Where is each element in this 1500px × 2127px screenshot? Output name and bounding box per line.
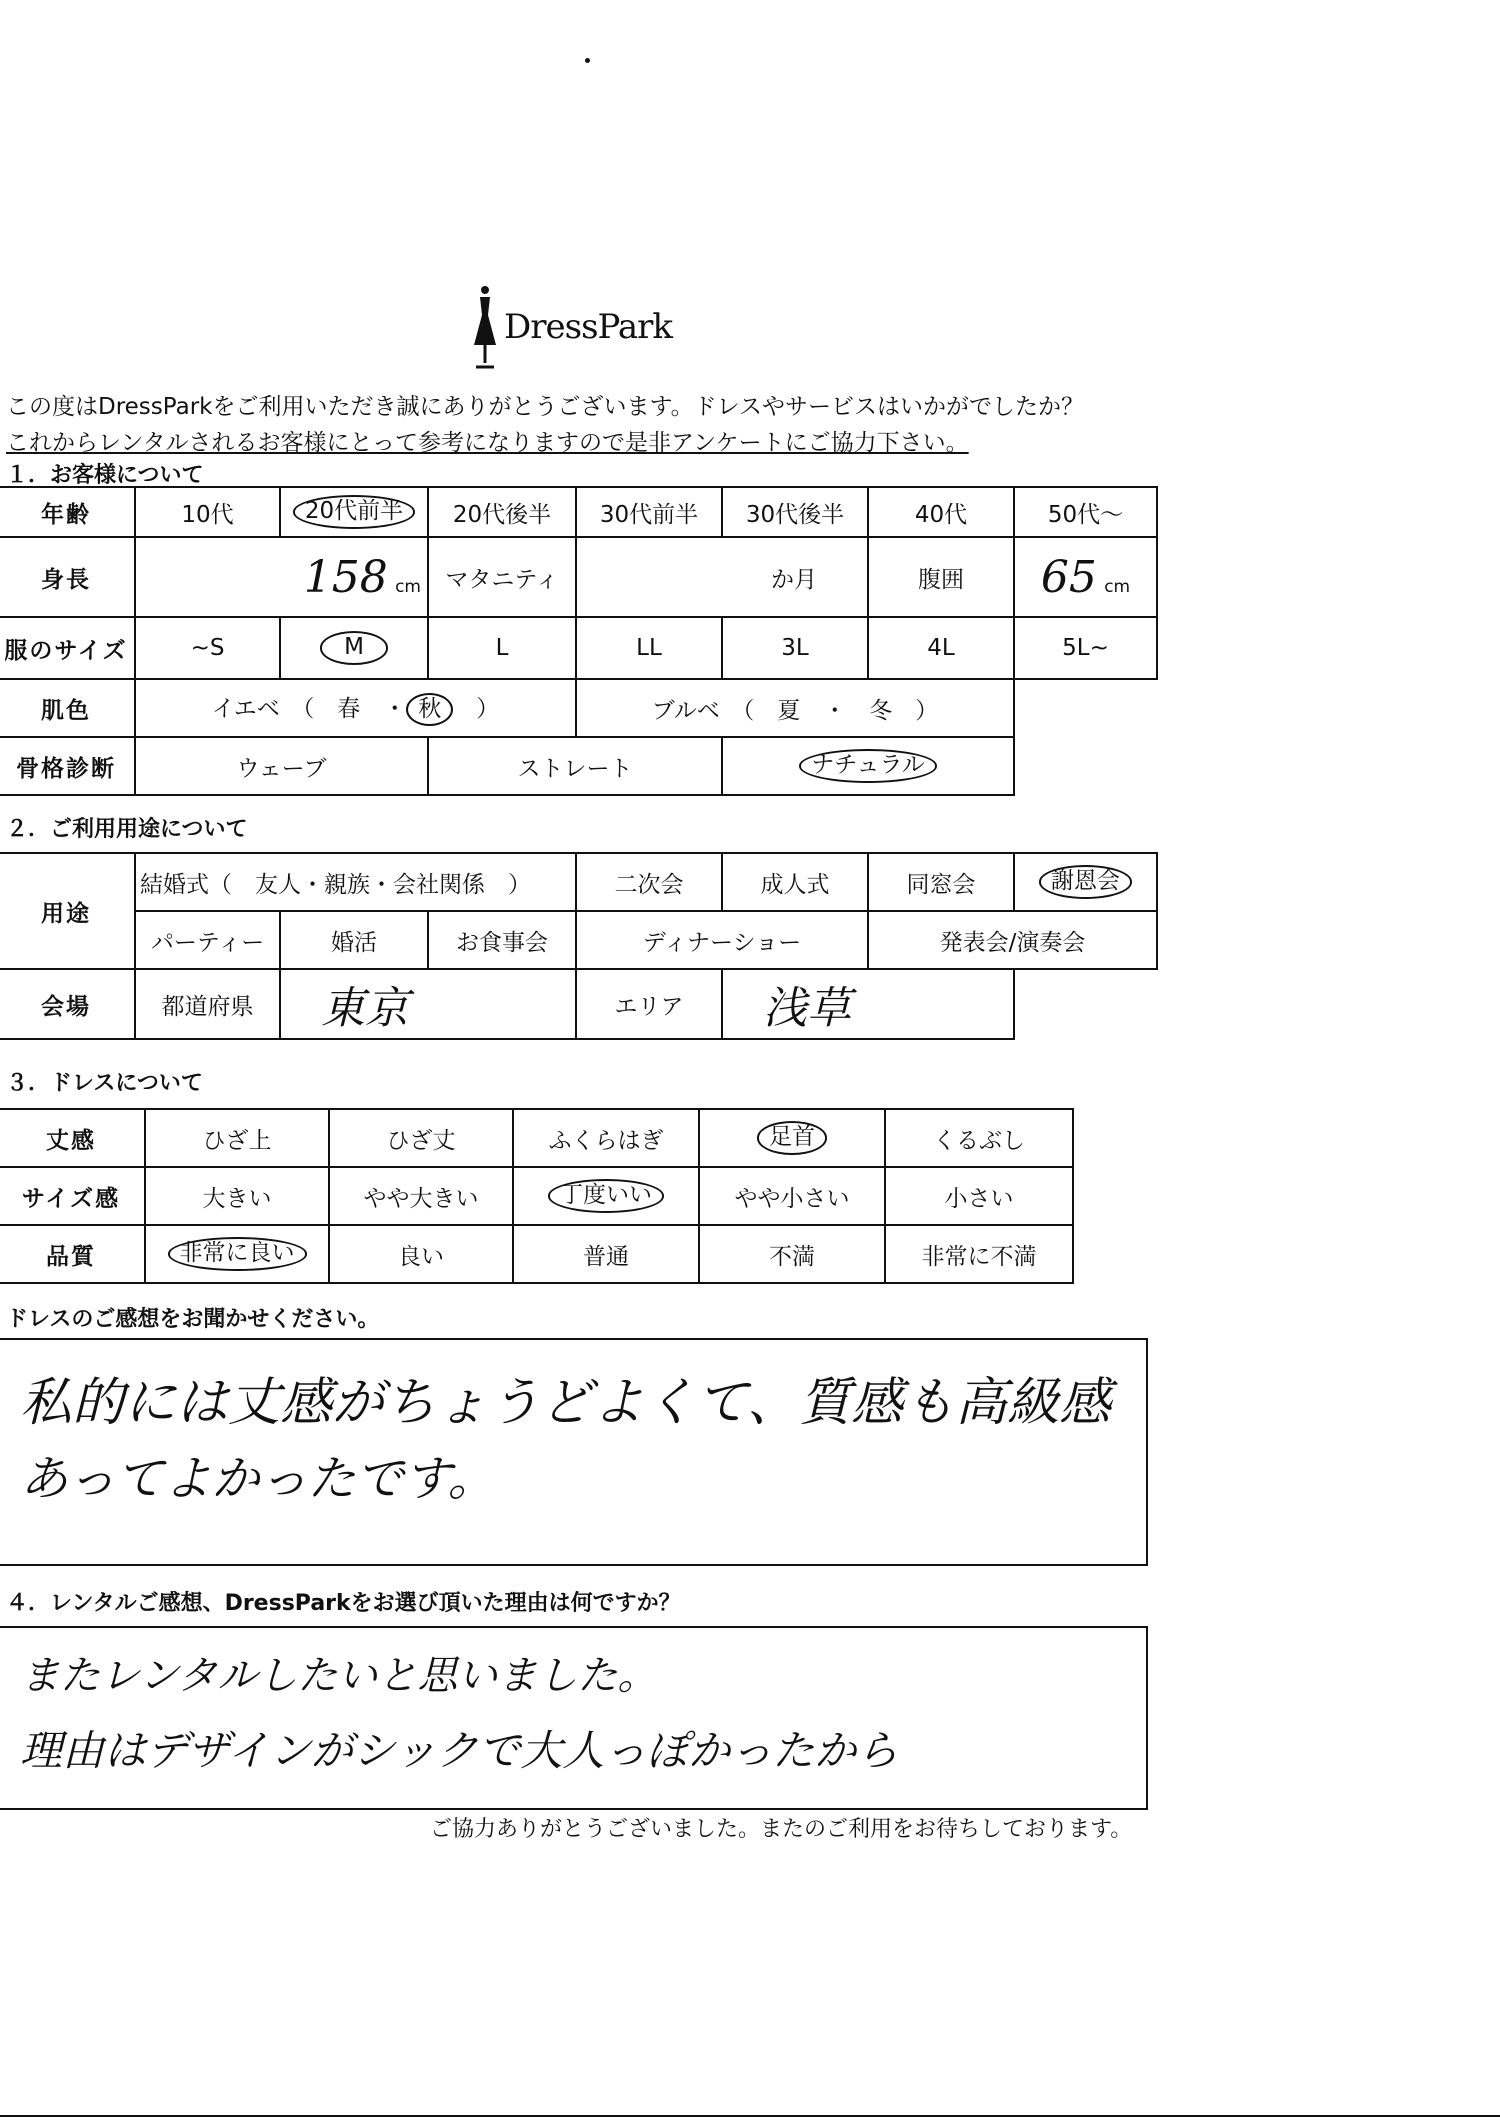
rental-comment-line: 理由はデザインがシックで大人っぽかったから — [20, 1726, 899, 1775]
age-option[interactable]: 30代前半 — [576, 487, 722, 537]
rental-comment-line: またレンタルしたいと思いました。 — [20, 1653, 658, 1699]
quality-option-selected[interactable] — [145, 1225, 329, 1283]
rental-comment-box[interactable] — [0, 1626, 1148, 1810]
quality-row — [0, 1225, 1073, 1283]
size-option[interactable]: ~S — [135, 617, 280, 679]
usage-option[interactable]: パーティー — [135, 911, 280, 969]
usage-option[interactable]: 成人式 — [722, 853, 868, 911]
autumn-option-selected[interactable]: 秋 — [406, 693, 453, 726]
skin-label: 肌色 — [0, 679, 135, 737]
waist-unit: cm — [1104, 576, 1131, 597]
selection-circle: M — [320, 631, 388, 664]
venue-row — [0, 969, 1157, 1039]
dress-comment-prompt: ドレスのご感想をお聞かせください。 — [6, 1307, 380, 1332]
maternity-label: マタニティ — [428, 537, 576, 617]
quality-option[interactable]: 良い — [329, 1225, 513, 1283]
age-option-selected[interactable] — [280, 487, 428, 537]
dress-comment-box[interactable] — [0, 1338, 1148, 1566]
height-unit: cm — [395, 576, 421, 597]
area-label: エリア — [576, 969, 722, 1039]
frame-label: 骨格診断 — [0, 737, 135, 795]
frame-option[interactable]: ウェーブ — [135, 737, 428, 795]
length-option-selected[interactable] — [699, 1109, 885, 1167]
quality-option[interactable]: 非常に不満 — [885, 1225, 1073, 1283]
usage-option[interactable]: 発表会/演奏会 — [868, 911, 1157, 969]
usage-option[interactable]: お食事会 — [428, 911, 576, 969]
fit-label: サイズ感 — [0, 1167, 145, 1225]
maternity-months-field[interactable] — [576, 537, 868, 617]
frame-option-selected[interactable] — [722, 737, 1014, 795]
length-label: 丈感 — [0, 1109, 145, 1167]
brand-name: DressPark — [504, 307, 673, 347]
thanks-message: ご協力ありがとうございました。またのご利用をお待ちしております。 — [430, 1817, 1133, 1842]
dresspark-logo — [470, 285, 730, 375]
venue-label: 会場 — [0, 969, 135, 1039]
usage-table — [0, 852, 1158, 1040]
usage-option[interactable]: 婚活 — [280, 911, 428, 969]
section-3-title: ３．ドレスについて — [6, 1071, 203, 1096]
page-bottom-rule — [0, 2115, 1500, 2117]
size-option[interactable]: 5L~ — [1014, 617, 1157, 679]
prefecture-field[interactable] — [280, 969, 576, 1039]
yellow-base-option[interactable]: イエベ （ 春 ・ 秋 ） — [135, 679, 576, 737]
yellow-base-label: イエベ — [211, 695, 280, 722]
age-option[interactable]: 20代後半 — [428, 487, 576, 537]
dress-comment-line: 私的には丈感がちょうどよくて、質感も高級感 — [20, 1373, 1111, 1433]
quality-option[interactable]: 不満 — [699, 1225, 885, 1283]
dress-table — [0, 1108, 1074, 1284]
blue-base-option[interactable]: ブルベ （ 夏 ・ 冬 ） — [576, 679, 1014, 737]
fit-option[interactable]: 大きい — [145, 1167, 329, 1225]
usage-option[interactable]: 同窓会 — [868, 853, 1014, 911]
fit-option[interactable]: 小さい — [885, 1167, 1073, 1225]
age-option[interactable]: 30代後半 — [722, 487, 868, 537]
usage-label: 用途 — [0, 853, 135, 969]
age-label: 年齢 — [0, 487, 135, 537]
winter-option[interactable]: 冬 — [869, 697, 893, 724]
skin-row — [0, 679, 1157, 737]
wedding-option[interactable]: 結婚式（ 友人・親族・会社関係 ） — [135, 853, 576, 911]
quality-option[interactable]: 普通 — [513, 1225, 699, 1283]
age-option[interactable]: 50代～ — [1014, 487, 1157, 537]
section-1-title: １．お客様について — [6, 463, 204, 488]
customer-table — [0, 486, 1158, 796]
length-option[interactable]: くるぶし — [885, 1109, 1073, 1167]
age-row — [0, 487, 1157, 537]
size-option-selected[interactable] — [280, 617, 428, 679]
area-field[interactable] — [722, 969, 1014, 1039]
selection-circle: 非常に良い — [168, 1237, 307, 1270]
section-2-title: ２．ご利用用途について — [6, 817, 248, 842]
fit-option[interactable]: やや大きい — [329, 1167, 513, 1225]
length-option[interactable]: ふくらはぎ — [513, 1109, 699, 1167]
height-row — [0, 537, 1157, 617]
selection-circle: 謝恩会 — [1039, 865, 1132, 898]
frame-option[interactable]: ストレート — [428, 737, 722, 795]
area-value: 浅草 — [763, 983, 852, 1034]
dress-comment-line: あってよかったです。 — [20, 1451, 496, 1507]
usage-option-selected[interactable] — [1014, 853, 1157, 911]
selection-circle: 足首 — [757, 1121, 827, 1154]
summer-option[interactable]: 夏 — [777, 697, 801, 724]
prefecture-label: 都道府県 — [135, 969, 280, 1039]
section-4-title: ４．レンタルご感想、DressParkをお選び頂いた理由は何ですか？ — [6, 1591, 681, 1616]
blue-base-label: ブルベ — [651, 697, 720, 724]
length-row — [0, 1109, 1073, 1167]
size-label: 服のサイズ — [0, 617, 135, 679]
spring-option[interactable]: 春 — [337, 695, 361, 722]
size-row — [0, 617, 1157, 679]
months-unit: か月 — [771, 566, 817, 593]
waist-value: 65 — [1040, 551, 1097, 603]
usage-option[interactable]: ディナーショー — [576, 911, 868, 969]
intro-line-2: これからレンタルされるお客様にとって参考になりますので是非アンケートにご協力下さい。 — [6, 430, 969, 456]
prefecture-value: 東京 — [321, 983, 409, 1034]
height-value: 158 — [303, 551, 388, 603]
usage-option[interactable]: 二次会 — [576, 853, 722, 911]
usage-row-2 — [0, 911, 1157, 969]
size-option[interactable]: L — [428, 617, 576, 679]
dress-mannequin-icon — [470, 285, 500, 373]
size-option[interactable]: 3L — [722, 617, 868, 679]
selection-circle: 丁度いい — [548, 1179, 664, 1212]
waist-field[interactable] — [1014, 537, 1157, 617]
quality-label: 品質 — [0, 1225, 145, 1283]
fit-option[interactable]: やや小さい — [699, 1167, 885, 1225]
length-option[interactable]: ひざ上 — [145, 1109, 329, 1167]
selection-circle: 20代前半 — [293, 495, 415, 528]
scan-speck — [585, 58, 590, 63]
height-field[interactable] — [135, 537, 428, 617]
usage-row-1 — [0, 853, 1157, 911]
fit-row — [0, 1167, 1073, 1225]
size-option[interactable]: 4L — [868, 617, 1014, 679]
intro-line-1: この度はDressParkをご利用いただき誠にありがとうございます。ドレスやサービスはいかがでしたか？ — [6, 394, 1084, 420]
height-label: 身長 — [0, 537, 135, 617]
age-option[interactable]: 10代 — [135, 487, 280, 537]
length-option[interactable]: ひざ丈 — [329, 1109, 513, 1167]
fit-option-selected[interactable] — [513, 1167, 699, 1225]
selection-circle: ナチュラル — [799, 749, 937, 782]
frame-row — [0, 737, 1157, 795]
waist-label: 腹囲 — [868, 537, 1014, 617]
size-option[interactable]: LL — [576, 617, 722, 679]
age-option[interactable]: 40代 — [868, 487, 1014, 537]
